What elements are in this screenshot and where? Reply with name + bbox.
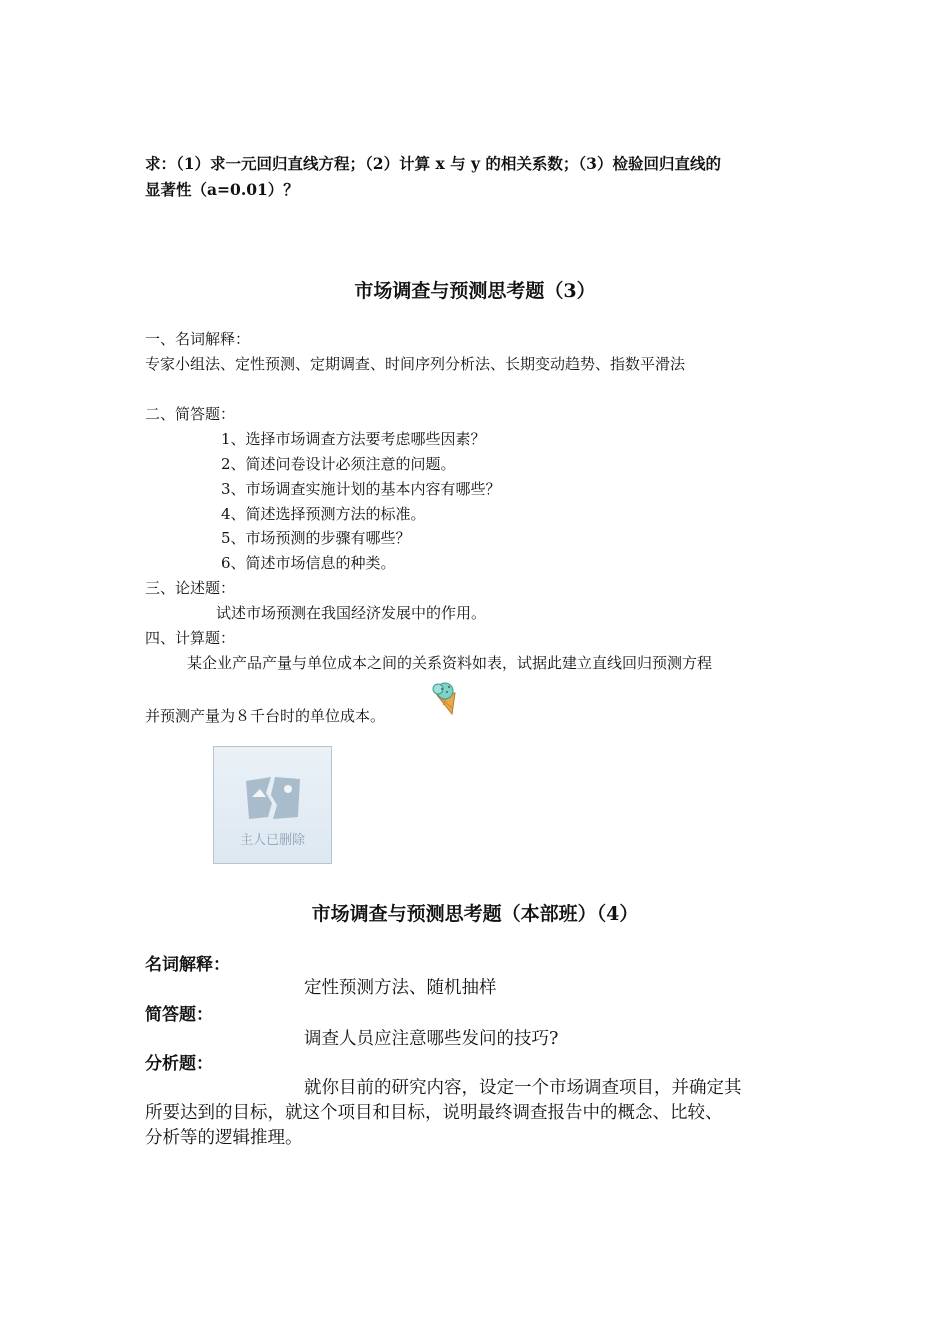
short-question-item: 5、市场预测的步骤有哪些？ <box>221 529 411 547</box>
section3-calc-heading: 四、计算题： <box>145 629 236 647</box>
short-question-item: 4、简述选择预测方法的标准。 <box>221 505 426 523</box>
section4-title: 市场调查与预测思考题（本部班）（4） <box>311 903 639 925</box>
section4-analysis-line-1: 就你目前的研究内容，设定一个市场调查项目，并确定其 <box>304 1078 742 1098</box>
section4-terms-heading: 名词解释： <box>145 955 230 975</box>
short-question-item: 1、选择市场调查方法要考虑哪些因素？ <box>221 430 486 448</box>
short-question-item: 6、简述市场信息的种类。 <box>221 554 396 572</box>
deleted-image-caption: 主人已删除 <box>239 833 305 848</box>
section3-calc-line-2: 并预测产量为８千台时的单位成本。 <box>145 707 386 725</box>
section3-essay-heading: 三、论述题： <box>145 579 236 597</box>
section4-terms-item: 定性预测方法、随机抽样 <box>304 978 497 998</box>
short-question-item: 2、简述问卷设计必须注意的问题。 <box>221 455 456 473</box>
broken-image-icon <box>244 773 302 823</box>
section4-analysis-line-3: 分析等的逻辑推理。 <box>145 1128 303 1148</box>
deleted-image-placeholder <box>213 746 332 864</box>
section3-terms-heading: 一、名词解释： <box>145 330 251 348</box>
question-line-2: 显著性（a=0.01）？ <box>145 180 299 199</box>
section4-analysis-line-2: 所要达到的目标，就这个项目和目标，说明最终调查报告中的概念、比较、 <box>145 1103 723 1123</box>
question-line-1: 求：（1）求一元回归直线方程；（2）计算 x 与 y 的相关系数；（3）检验回归直线的 <box>145 154 721 173</box>
ice-cream-icon <box>428 680 464 716</box>
section4-short-item: 调查人员应注意哪些发问的技巧? <box>304 1029 559 1049</box>
section3-short-heading: 二、简答题： <box>145 405 236 423</box>
section3-title: 市场调查与预测思考题（3） <box>354 280 596 302</box>
section3-terms-list: 专家小组法、定性预测、定期调查、时间序列分析法、长期变动趋势、指数平滑法 <box>145 355 686 373</box>
section3-calc-line-1: 某企业产品产量与单位成本之间的关系资料如表，试据此建立直线回归预测方程 <box>187 654 713 672</box>
section4-analysis-heading: 分析题： <box>145 1054 213 1074</box>
section4-short-heading: 简答题： <box>145 1005 213 1025</box>
section3-essay-item: 试述市场预测在我国经济发展中的作用。 <box>216 604 487 622</box>
short-question-item: 3、市场调查实施计划的基本内容有哪些？ <box>221 480 501 498</box>
